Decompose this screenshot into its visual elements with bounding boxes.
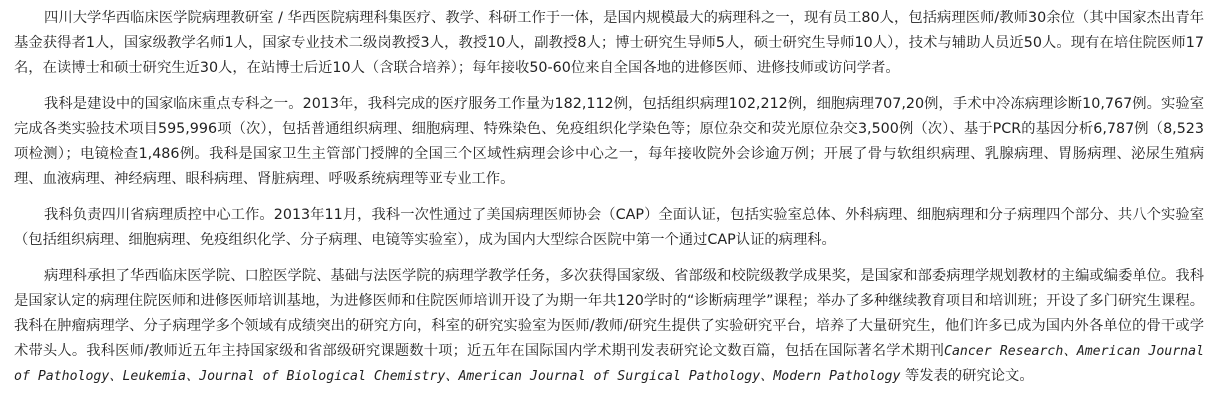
article-body (14, 6, 1204, 389)
intro-paragraph: 四川大学华西临床医学院病理教研室 / 华西医院病理科集医疗、教学、科研工作于一体，是国内规模最大的病理科之一，现有员工80人，包括病理医师/教师30余位（其中国家杰出青年基金获得者1人，国家级教学名师1人，国家专业技术二级岗教授3人，教授10人，副教授8人；博士研究生导师5人，硕士研究生导师10人），技术与辅助人员近50人。现有在培住院医师17名，在读博士和硕士研究生近30人，在站博士后近10人（含联合培养）；每年接收50-60位来自全国各地的进修医师、进修技师或访问学者。 (14, 10, 1204, 76)
journal-list: Cancer Research、American Journal of Pathology、Leukemia、Journal of Biological Chemistry、American Journal of Surgical Pathology、Modern Pathology (14, 344, 1204, 384)
teaching-research-tail: 等发表的研究论文。 (900, 368, 1034, 384)
clinical-work-paragraph: 我科是建设中的国家临床重点专科之一。2013年，我科完成的医疗服务工作量为182,112例，包括组织病理102,212例，细胞病理707,20例，手术中冷冻病理诊断10,767例。实验室完成各类实验技术项目595,996项（次），包括普通组织病理、细胞病理、特殊染色、免疫组织化学染色等；原位杂交和荧光原位杂交3,500例（次）、基于PCR的基因分析6,787例（8,523项检测）；电镜检查1,486例。我科是国家卫生主管部门授牌的全国三个区域性病理会诊中心之一，每年接收院外会诊逾万例；开展了骨与软组织病理、乳腺病理、胃肠病理、泌尿生殖病理、血液病理、神经病理、眼科病理、肾脏病理、呼吸系统病理等亚专业工作。 (14, 96, 1204, 187)
teaching-research-text: 病理科承担了华西临床医学院、口腔医学院、基础与法医学院的病理学教学任务，多次获得国家级、省部级和校院级教学成果奖，是国家和部委病理学规划教材的主编或编委单位。我科是国家认定的病理住院医师和进修医师培训基地，为进修医师和住院医师培训开设了为期一年共120学时的“诊断病理学”课程；举办了多种继续教育项目和培训班；开设了多门研究生课程。我科在肿瘤病理学、分子病理学多个领域有成绩突出的研究方向，科室的研究实验室为医师/教师/研究生提供了实验研究平台，培养了大量研究生，他们许多已成为国内外各单位的骨干或学术带头人。我科医师/教师近五年主持国家级和省部级研究课题数十项；近五年在国际国内学术期刊发表研究论文数百篇，包括在国际著名学术期刊 (14, 268, 1204, 359)
quality-control-paragraph: 我科负责四川省病理质控中心工作。2013年11月，我科一次性通过了美国病理医师协会（CAP）全面认证，包括实验室总体、外科病理、细胞病理和分子病理四个部分、共八个实验室（包括组织病理、细胞病理、免疫组织化学、分子病理、电镜等实验室），成为国内大型综合医院中第一个通过CAP认证的病理科。 (14, 207, 1204, 248)
teaching-research-paragraph (14, 264, 1204, 389)
